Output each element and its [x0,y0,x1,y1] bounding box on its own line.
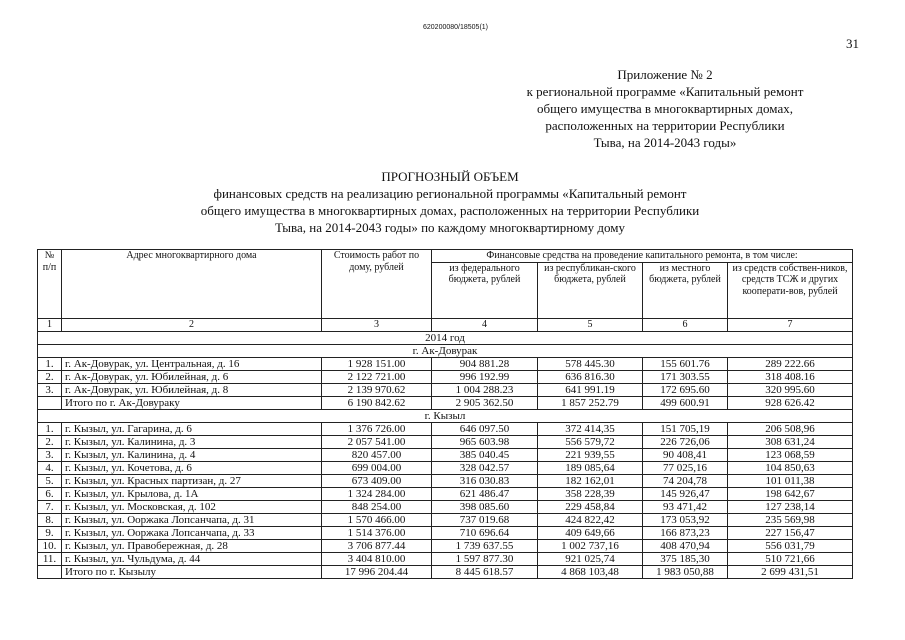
table-cell: 74 204,78 [643,474,728,487]
table-cell: 621 486.47 [432,487,538,500]
table-cell: 1 376 726.00 [322,422,432,435]
table-cell [38,565,62,578]
table-cell: 409 649,66 [538,526,643,539]
table-row [38,357,853,370]
table-cell: 710 696.64 [432,526,538,539]
table-cell: 316 030.83 [432,474,538,487]
table-cell: 996 192.99 [432,370,538,383]
table-cell: 198 642,67 [728,487,853,500]
table-cell: г. Кызыл, ул. Красных партизан, д. 27 [62,474,322,487]
table-cell: г. Кызыл, ул. Ооржака Лопсанчапа, д. 33 [62,526,322,539]
header-federal: из федерального бюджета, рублей [432,262,538,318]
table-cell: 820 457.00 [322,448,432,461]
table-row [38,526,853,539]
table-cell: 699 004.00 [322,461,432,474]
table-row [38,448,853,461]
table-cell: 928 626.42 [728,396,853,409]
page-number: 31 [846,36,859,51]
table-cell: 3. [38,448,62,461]
table-cell: 173 053,92 [643,513,728,526]
header-republic: из республикан-ского бюджета, рублей [538,262,643,318]
table-cell: 1 928 151.00 [322,357,432,370]
table-cell: 499 600.91 [643,396,728,409]
table-cell: 556 579,72 [538,435,643,448]
table-cell: 101 011,38 [728,474,853,487]
table-cell: 6 190 842.62 [322,396,432,409]
table-cell: 556 031,79 [728,539,853,552]
table-cell: 6. [38,487,62,500]
city-section-row [38,344,853,357]
table-cell: 372 414,35 [538,422,643,435]
table-cell: 1 004 288.23 [432,383,538,396]
year-label: 2014 год [38,331,853,344]
table-cell: 1. [38,357,62,370]
table-cell: 636 816.30 [538,370,643,383]
table-cell: г. Кызыл, ул. Калинина, д. 3 [62,435,322,448]
table-cell: 123 068,59 [728,448,853,461]
header-funding: Финансовые средства на проведение капитального ремонта, в том числе: [432,250,853,263]
table-cell: 308 631,24 [728,435,853,448]
table-cell: г. Кызыл, ул. Ооржака Лопсанчапа, д. 31 [62,513,322,526]
title-line: ПРОГНОЗНЫЙ ОБЪЕМ [381,169,519,184]
table-cell: 2 905 362.50 [432,396,538,409]
table-cell: 2. [38,435,62,448]
table-cell: 1 514 376.00 [322,526,432,539]
table-cell: 227 156,47 [728,526,853,539]
column-index: 1 [38,318,62,331]
table-cell: 3 706 877.44 [322,539,432,552]
table-cell: 848 254.00 [322,500,432,513]
table-cell: 510 721,66 [728,552,853,565]
table-cell: 965 603.98 [432,435,538,448]
table-row [38,513,853,526]
column-index: 2 [62,318,322,331]
table-cell: 328 042.57 [432,461,538,474]
table-cell: 375 185,30 [643,552,728,565]
table-cell: 145 926,47 [643,487,728,500]
table-cell: г. Кызыл, ул. Гагарина, д. 6 [62,422,322,435]
city-section-row [38,409,853,422]
table-cell: г. Кызыл, ул. Чульдума, д. 44 [62,552,322,565]
table-row [38,383,853,396]
table-cell: 8. [38,513,62,526]
table-cell: г. Кызыл, ул. Московская, д. 102 [62,500,322,513]
table-cell: 1. [38,422,62,435]
total-row [38,396,853,409]
table-row [38,487,853,500]
table-cell: 2 139 970.62 [322,383,432,396]
header-num: № п/п [38,250,62,319]
table-cell [38,396,62,409]
table-row [38,435,853,448]
column-index: 4 [432,318,538,331]
table-cell: 5. [38,474,62,487]
table-cell: 93 471,42 [643,500,728,513]
table-cell: 578 445.30 [538,357,643,370]
table-cell: 221 939,55 [538,448,643,461]
table-cell: 17 996 204.44 [322,565,432,578]
column-index: 7 [728,318,853,331]
table-cell: 171 303.55 [643,370,728,383]
title-line: Тыва, на 2014-2043 годы» по каждому многоквартирному дому [275,220,625,235]
funding-table [37,249,853,579]
table-row [38,474,853,487]
table-cell: 229 458,84 [538,500,643,513]
table-cell: 155 601.76 [643,357,728,370]
table-cell: г. Кызыл, ул. Калинина, д. 4 [62,448,322,461]
header-local: из местного бюджета, рублей [643,262,728,318]
table-cell: 206 508,96 [728,422,853,435]
table-cell: 2 699 431,51 [728,565,853,578]
appendix-header [470,66,860,151]
table-cell: 1 857 252.79 [538,396,643,409]
appendix-line: общего имущества в многоквартирных домах, [537,101,793,116]
table-cell: 4. [38,461,62,474]
table-cell: 1 324 284.00 [322,487,432,500]
table-cell: 226 726,06 [643,435,728,448]
table-cell: 104 850,63 [728,461,853,474]
table-cell: г. Кызыл, ул. Крылова, д. 1А [62,487,322,500]
table-cell: 289 222.66 [728,357,853,370]
table-cell: г. Ак-Довурак, ул. Юбилейная, д. 8 [62,383,322,396]
table-cell: 151 705,19 [643,422,728,435]
header-cost: Стоимость работ по дому, рублей [322,250,432,319]
table-cell: 90 408,41 [643,448,728,461]
appendix-line: Тыва, на 2014-2043 годы» [593,135,737,150]
table-cell: 737 019.68 [432,513,538,526]
table-cell: 77 025,16 [643,461,728,474]
table-cell: 10. [38,539,62,552]
total-row [38,565,853,578]
city-label: г. Кызыл [38,409,853,422]
column-index: 5 [538,318,643,331]
appendix-line: расположенных на территории Республики [545,118,785,133]
title-line: финансовых средств на реализацию региональной программы «Капитальный ремонт [213,186,687,201]
table-cell: 172 695.60 [643,383,728,396]
document-id: 620200080/18505(1) [423,24,489,31]
table-cell: 1 597 877.30 [432,552,538,565]
header-own: из средств собствен-ников, средств ТСЖ и других кооперати-вов, рублей [728,262,853,318]
title-line: общего имущества в многоквартирных домах, расположенных на территории Республики [200,203,700,218]
header-address: Адрес многоквартирного дома [62,250,322,319]
table-cell: 4 868 103,48 [538,565,643,578]
table-cell: 1 739 637.55 [432,539,538,552]
table-cell: 127 238,14 [728,500,853,513]
column-index: 6 [643,318,728,331]
table-row [38,539,853,552]
table-cell: 2 122 721.00 [322,370,432,383]
year-row [38,331,853,344]
table-cell: 189 085,64 [538,461,643,474]
table-cell: 318 408.16 [728,370,853,383]
table-cell: 673 409.00 [322,474,432,487]
table-cell: 385 040.45 [432,448,538,461]
table-cell: 408 470,94 [643,539,728,552]
table-cell: 7. [38,500,62,513]
column-index: 3 [322,318,432,331]
table-cell: г. Ак-Довурак, ул. Юбилейная, д. 6 [62,370,322,383]
table-cell: 398 085.60 [432,500,538,513]
table-row [38,461,853,474]
table-cell: 358 228,39 [538,487,643,500]
document-title [150,168,750,236]
table-row [38,370,853,383]
table-cell: 1 570 466.00 [322,513,432,526]
table-cell: Итого по г. Кызылу [62,565,322,578]
appendix-line: Приложение № 2 [617,67,713,82]
table-cell: 166 873,23 [643,526,728,539]
table-cell: г. Кызыл, ул. Правобережная, д. 28 [62,539,322,552]
table-cell: 2. [38,370,62,383]
table-cell: 11. [38,552,62,565]
table-cell: 2 057 541.00 [322,435,432,448]
table-cell: 3. [38,383,62,396]
table-cell: 424 822,42 [538,513,643,526]
table-cell: 904 881.28 [432,357,538,370]
table-cell: 3 404 810.00 [322,552,432,565]
table-cell: Итого по г. Ак-Довураку [62,396,322,409]
table-body [38,331,853,578]
appendix-line: к региональной программе «Капитальный ремонт [526,84,804,99]
table-cell: 8 445 618.57 [432,565,538,578]
column-index-row [38,318,853,331]
table-row [38,422,853,435]
table-cell: 646 097.50 [432,422,538,435]
table-cell: 921 025,74 [538,552,643,565]
table-cell: 9. [38,526,62,539]
table-cell: г. Кызыл, ул. Кочетова, д. 6 [62,461,322,474]
table-cell: 320 995.60 [728,383,853,396]
city-label: г. Ак-Довурак [38,344,853,357]
table-row [38,552,853,565]
table-row [38,500,853,513]
table-cell: 641 991.19 [538,383,643,396]
table-cell: 235 569,98 [728,513,853,526]
table-cell: 1 002 737,16 [538,539,643,552]
table-cell: 1 983 050,88 [643,565,728,578]
table-cell: г. Ак-Довурак, ул. Центральная, д. 16 [62,357,322,370]
table-cell: 182 162,01 [538,474,643,487]
